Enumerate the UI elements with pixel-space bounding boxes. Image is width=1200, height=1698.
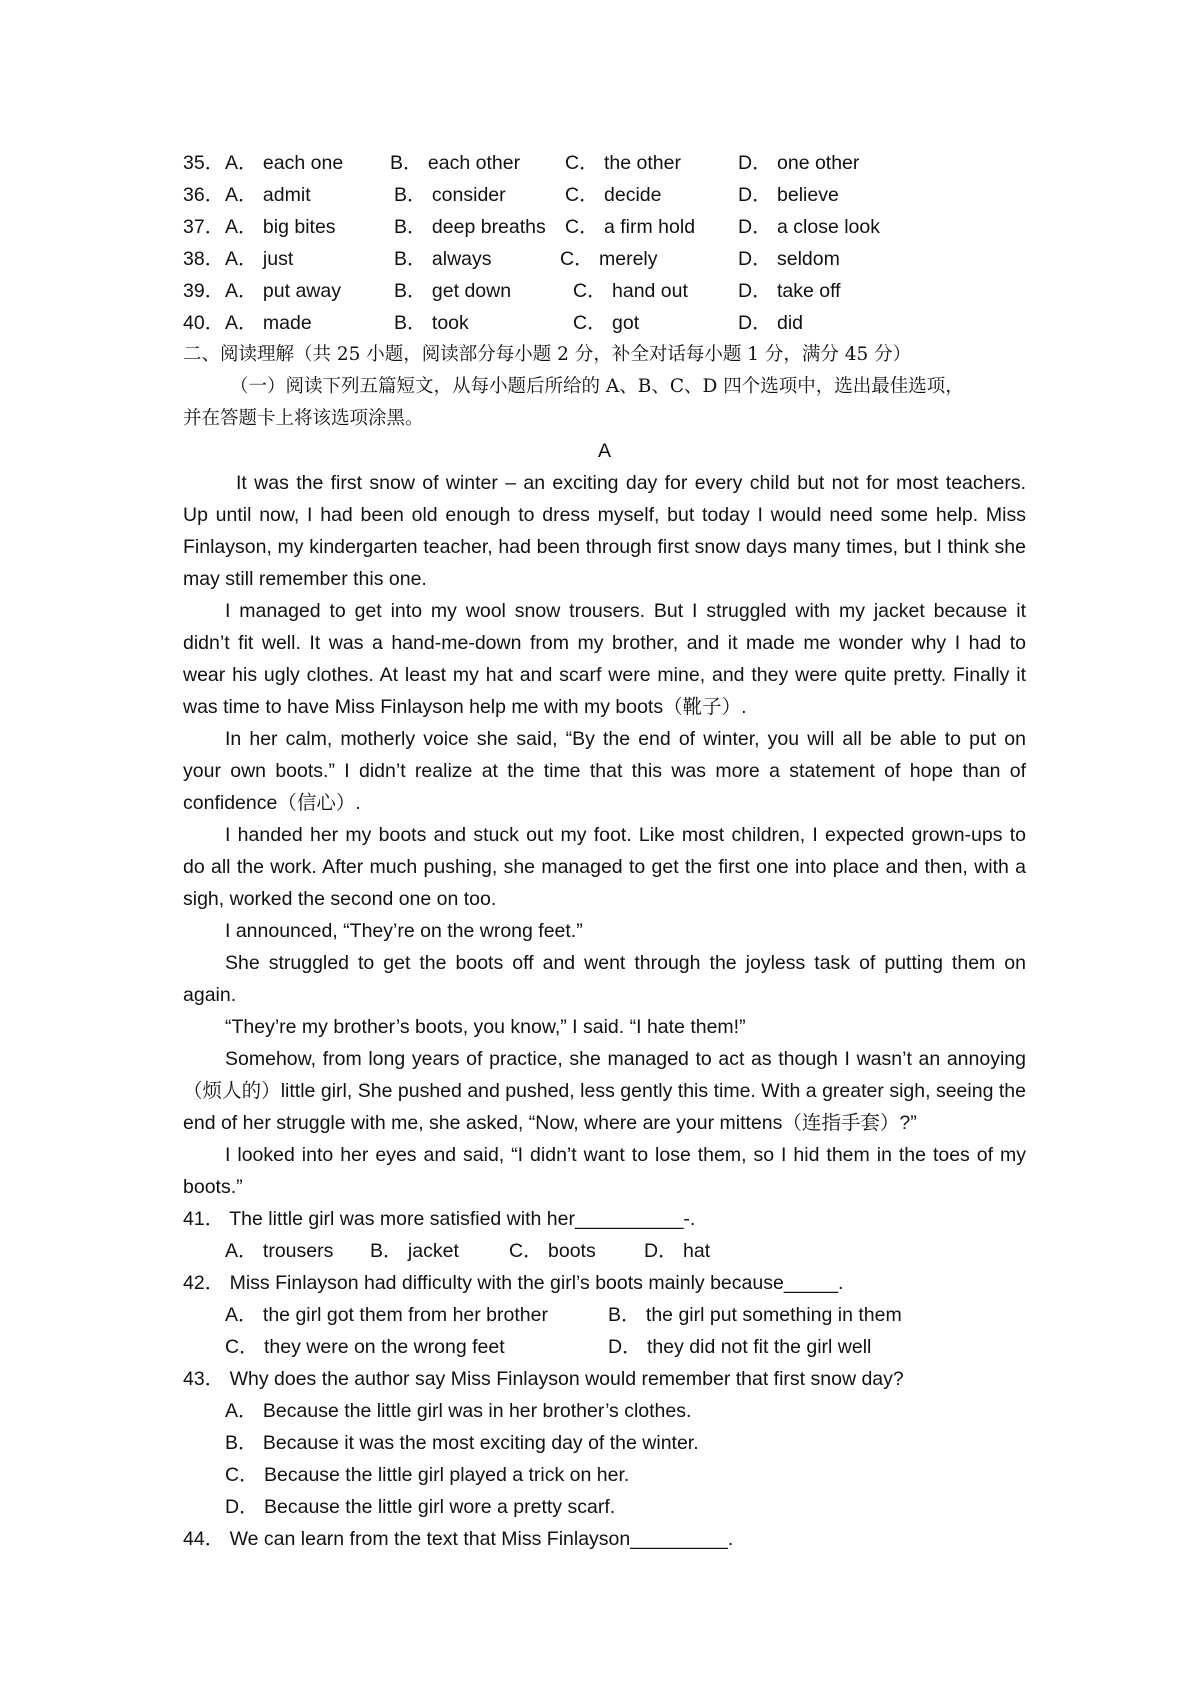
option-a: A． each one xyxy=(225,152,344,174)
passage-line: end of her struggle with me, she asked, “Now, where are your mittens（连指手套）?” xyxy=(183,1112,917,1134)
option-c: C． boots xyxy=(509,1240,596,1262)
passage-line: I announced, “They’re on the wrong feet.” xyxy=(225,920,583,942)
option-b: B． took xyxy=(394,312,469,334)
passage-letter: A xyxy=(597,440,611,462)
option-c: C． they were on the wrong feet xyxy=(225,1336,505,1358)
option-a: A． put away xyxy=(225,280,341,302)
option-a: A． made xyxy=(225,312,312,334)
option-b: B． jacket xyxy=(370,1240,459,1262)
question-number: 35． xyxy=(183,152,225,174)
option-d: D． they did not fit the girl well xyxy=(608,1336,872,1358)
option-a: A． Because the little girl was in her brother’s clothes. xyxy=(225,1400,692,1422)
option-b: B． the girl put something in them xyxy=(608,1304,902,1326)
option-c: C． Because the little girl played a trick on her. xyxy=(225,1464,630,1486)
passage-line: Somehow, from long years of practice, she managed to act as though I wasn’t an annoying xyxy=(225,1048,1026,1070)
passage-line: was time to have Miss Finlayson help me with my boots（靴子）. xyxy=(183,696,747,718)
passage-line: wear his ugly clothes. At least my hat and scarf were mine, and they were quite pretty. Finally it xyxy=(183,664,1026,686)
question-number: 39． xyxy=(183,280,225,302)
passage-line: didn’t fit well. It was a hand-me-down from my brother, and it made me wonder why I had to xyxy=(183,632,1026,654)
passage-line: do all the work. After much pushing, she managed to get the first one into place and then, with a xyxy=(183,856,1026,878)
option-c: C． hand out xyxy=(573,280,688,302)
passage-line: （烦人的）little girl, She pushed and pushed, less gently this time. With a greater sigh, seeing the xyxy=(183,1080,1026,1102)
instruction-line: 并在答题卡上将该选项涂黑。 xyxy=(183,408,424,429)
passage-line: Up until now, I had been old enough to dress myself, but today I would need some help. Miss xyxy=(183,504,1026,526)
option-a: A． big bites xyxy=(225,216,336,238)
option-b: B． each other xyxy=(390,152,521,174)
passage-line: She struggled to get the boots off and went through the joyless task of putting them on xyxy=(225,952,1026,974)
option-d: D． take off xyxy=(738,280,841,302)
question-44: 44． We can learn from the text that Miss Finlayson_________. xyxy=(183,1528,734,1550)
question-41: 41． The little girl was more satisfied with her__________-. xyxy=(183,1208,696,1230)
option-c: C． got xyxy=(573,312,640,334)
option-c: C． the other xyxy=(565,152,681,174)
question-number: 38． xyxy=(183,248,225,270)
passage-line: your own boots.” I didn’t realize at the time that this was more a statement of hope than of xyxy=(183,760,1026,782)
passage-line: may still remember this one. xyxy=(183,568,427,590)
option-b: B． Because it was the most exciting day of the winter. xyxy=(225,1432,699,1454)
question-42: 42． Miss Finlayson had difficulty with the girl’s boots mainly because_____. xyxy=(183,1272,844,1294)
option-d: D． a close look xyxy=(738,216,880,238)
option-d: D． hat xyxy=(644,1240,711,1262)
passage-line: I handed her my boots and stuck out my foot. Like most children, I expected grown-ups to xyxy=(225,824,1026,846)
option-b: B． consider xyxy=(394,184,506,206)
option-a: A． trousers xyxy=(225,1240,334,1262)
option-b: B． always xyxy=(394,248,492,270)
passage-line: “They’re my brother’s boots, you know,” I said. “I hate them!” xyxy=(225,1016,746,1038)
passage-line: again. xyxy=(183,984,237,1006)
option-c: C． decide xyxy=(565,184,662,206)
option-b: B． deep breaths xyxy=(394,216,546,238)
option-a: A． admit xyxy=(225,184,311,206)
question-43: 43． Why does the author say Miss Finlayson would remember that first snow day? xyxy=(183,1368,904,1390)
question-number: 40． xyxy=(183,312,225,334)
section-title: 二、阅读理解（共 25 小题，阅读部分每小题 2 分，补全对话每小题 1 分，满分 45 分） xyxy=(183,344,912,365)
passage-line: In her calm, motherly voice she said, “By the end of winter, you will all be able to put on xyxy=(225,728,1026,750)
passage-line: sigh, worked the second one on too. xyxy=(183,888,497,910)
option-a: A． just xyxy=(225,248,294,270)
instruction-line: （一）阅读下列五篇短文，从每小题后所给的 A、B、C、D 四个选项中，选出最佳选项， xyxy=(230,376,964,397)
passage-line: I managed to get into my wool snow trousers. But I struggled with my jacket because it xyxy=(225,600,1026,622)
option-d: D． did xyxy=(738,312,804,334)
option-a: A． the girl got them from her brother xyxy=(225,1304,548,1326)
option-d: D． Because the little girl wore a pretty scarf. xyxy=(225,1496,616,1518)
option-c: C． a firm hold xyxy=(565,216,696,238)
option-d: D． one other xyxy=(738,152,860,174)
option-b: B． get down xyxy=(394,280,512,302)
question-number: 37． xyxy=(183,216,225,238)
passage-line: confidence（信心）. xyxy=(183,792,361,814)
option-c: C． merely xyxy=(560,248,658,270)
passage-line: I looked into her eyes and said, “I didn’t want to lose them, so I hid them in the toes of my xyxy=(225,1144,1026,1166)
passage-line: boots.” xyxy=(183,1176,243,1198)
option-d: D． seldom xyxy=(738,248,840,270)
passage-line: Finlayson, my kindergarten teacher, had been through first snow days many times, but I think she xyxy=(183,536,1026,558)
passage-line: It was the first snow of winter – an exciting day for every child but not for most teachers. xyxy=(236,472,1026,494)
question-number: 36． xyxy=(183,184,225,206)
option-d: D． believe xyxy=(738,184,839,206)
